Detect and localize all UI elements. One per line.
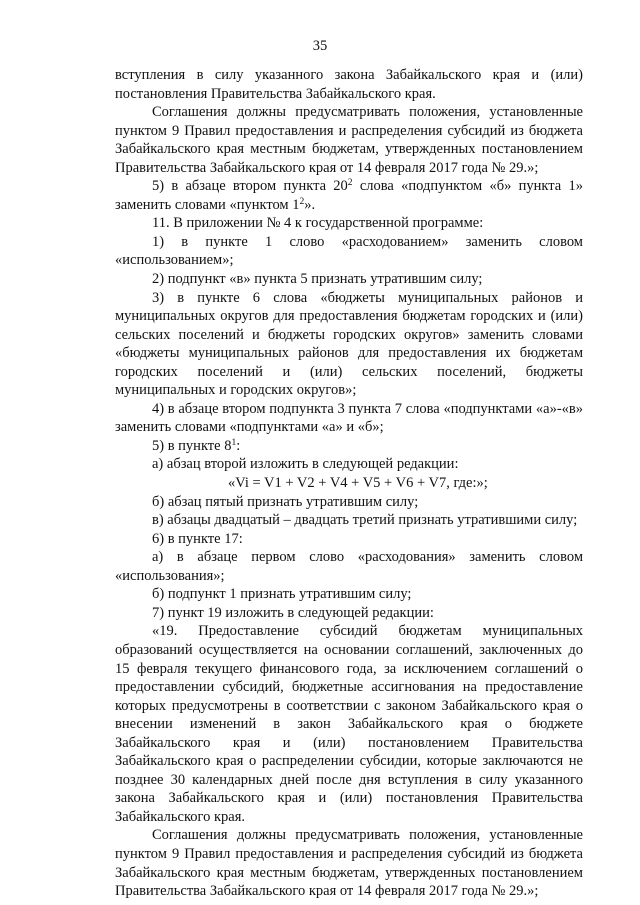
superscript: 2 — [347, 178, 353, 189]
paragraph-continuation: вступления в силу указанного закона Забайкальского края и (или) постановления Правительства Забайкальского края. — [115, 67, 583, 102]
paragraph-item-6-a: а) в абзаце первом слово «расходования» заменить словом «использования»; — [115, 549, 583, 584]
paragraph-agreements: Соглашения должны предусматривать положения, установленные пунктом 9 Правил предоставления и распределения субсидий из бюджета Забайкальского края местным бюджетам, утвержденных постановлением Правительства Забайкальского края от 14 февраля 2017 года № 29.»; — [115, 104, 583, 176]
text-fragment: 5) в абзаце втором пункта 20 — [152, 178, 348, 195]
paragraph-item-7: 7) пункт 19 изложить в следующей редакции: — [152, 604, 434, 621]
paragraph-item-5-point-8-1 — [115, 437, 583, 456]
text-fragment: слова «подпунктом «б» пункта 1» заменить словами «пунктом 1 — [115, 178, 583, 213]
paragraph-subitem-b: б) абзац пятый признать утратившим силу; — [152, 493, 419, 510]
paragraph-item-3: 3) в пункте 6 слова «бюджеты муниципальных районов и муниципальных округов для предоставления бюджетам городских и (или) сельских поселений и бюджеты городских округов» заменить словами «бюджеты муниципальных районов для предоставления их бюджетам городских поселений и (или) сельских поселений, бюджеты муниципальных и городских округов»; — [115, 289, 583, 399]
text-fragment: : — [236, 437, 241, 454]
paragraph-point-19: «19. Предоставление субсидий бюджетам муниципальных образований осуществляется на основании соглашений, заключенных до 15 февраля текущего финансового года, за исключением соглашений о предоставлении субсидий, бюджетные ассигнования на предоставление которых предусмотрены в соответствии с законом Забайкальского края о внесении изменений в закон Забайкальского края о бюджете Забайкальского края и (или) постановлением Правительства Забайкальского края о распределении субсидии, которые заключаются не позднее 30 календарных дней после дня вступления в силу указанного закона Забайкальского края и (или) постановления Правительства Забайкальского края. — [115, 623, 583, 825]
document-body — [115, 66, 583, 901]
paragraph-section-11: 11. В приложении № 4 к государственной программе: — [152, 215, 484, 232]
page-number: 35 — [312, 38, 328, 54]
paragraph-item-5-point-20-2 — [115, 177, 583, 214]
superscript: 2 — [299, 196, 305, 207]
text-fragment: ». — [304, 196, 316, 213]
paragraph-subitem-v: в) абзацы двадцатый – двадцать третий признать утратившими силу; — [152, 512, 578, 529]
paragraph-agreements-2: Соглашения должны предусматривать положения, установленные пунктом 9 Правил предоставления и распределения субсидий из бюджета Забайкальского края местным бюджетам, утвержденных постановлением Правительства Забайкальского края от 14 февраля 2017 года № 29.»; — [115, 827, 583, 900]
paragraph-item-6: 6) в пункте 17: — [152, 530, 243, 547]
paragraph-item-4: 4) в абзаце втором подпункта 3 пункта 7 слова «подпунктами «а»-«в» заменить словами «подпунктами «а» и «б»; — [115, 400, 583, 436]
paragraph-subitem-a: а) абзац второй изложить в следующей редакции: — [152, 456, 459, 473]
paragraph-item-6-b: б) подпункт 1 признать утратившим силу; — [152, 586, 412, 603]
paragraph-item-2: 2) подпункт «в» пункта 5 признать утратившим силу; — [152, 271, 483, 288]
paragraph-item-1: 1) в пункте 1 слово «расходованием» заменить словом «использованием»; — [115, 233, 583, 269]
superscript: 1 — [231, 437, 237, 448]
formula-line: «Vi = V1 + V2 + V4 + V5 + V6 + V7, где:»; — [228, 475, 488, 492]
text-fragment: 5) в пункте 8 — [152, 437, 232, 454]
